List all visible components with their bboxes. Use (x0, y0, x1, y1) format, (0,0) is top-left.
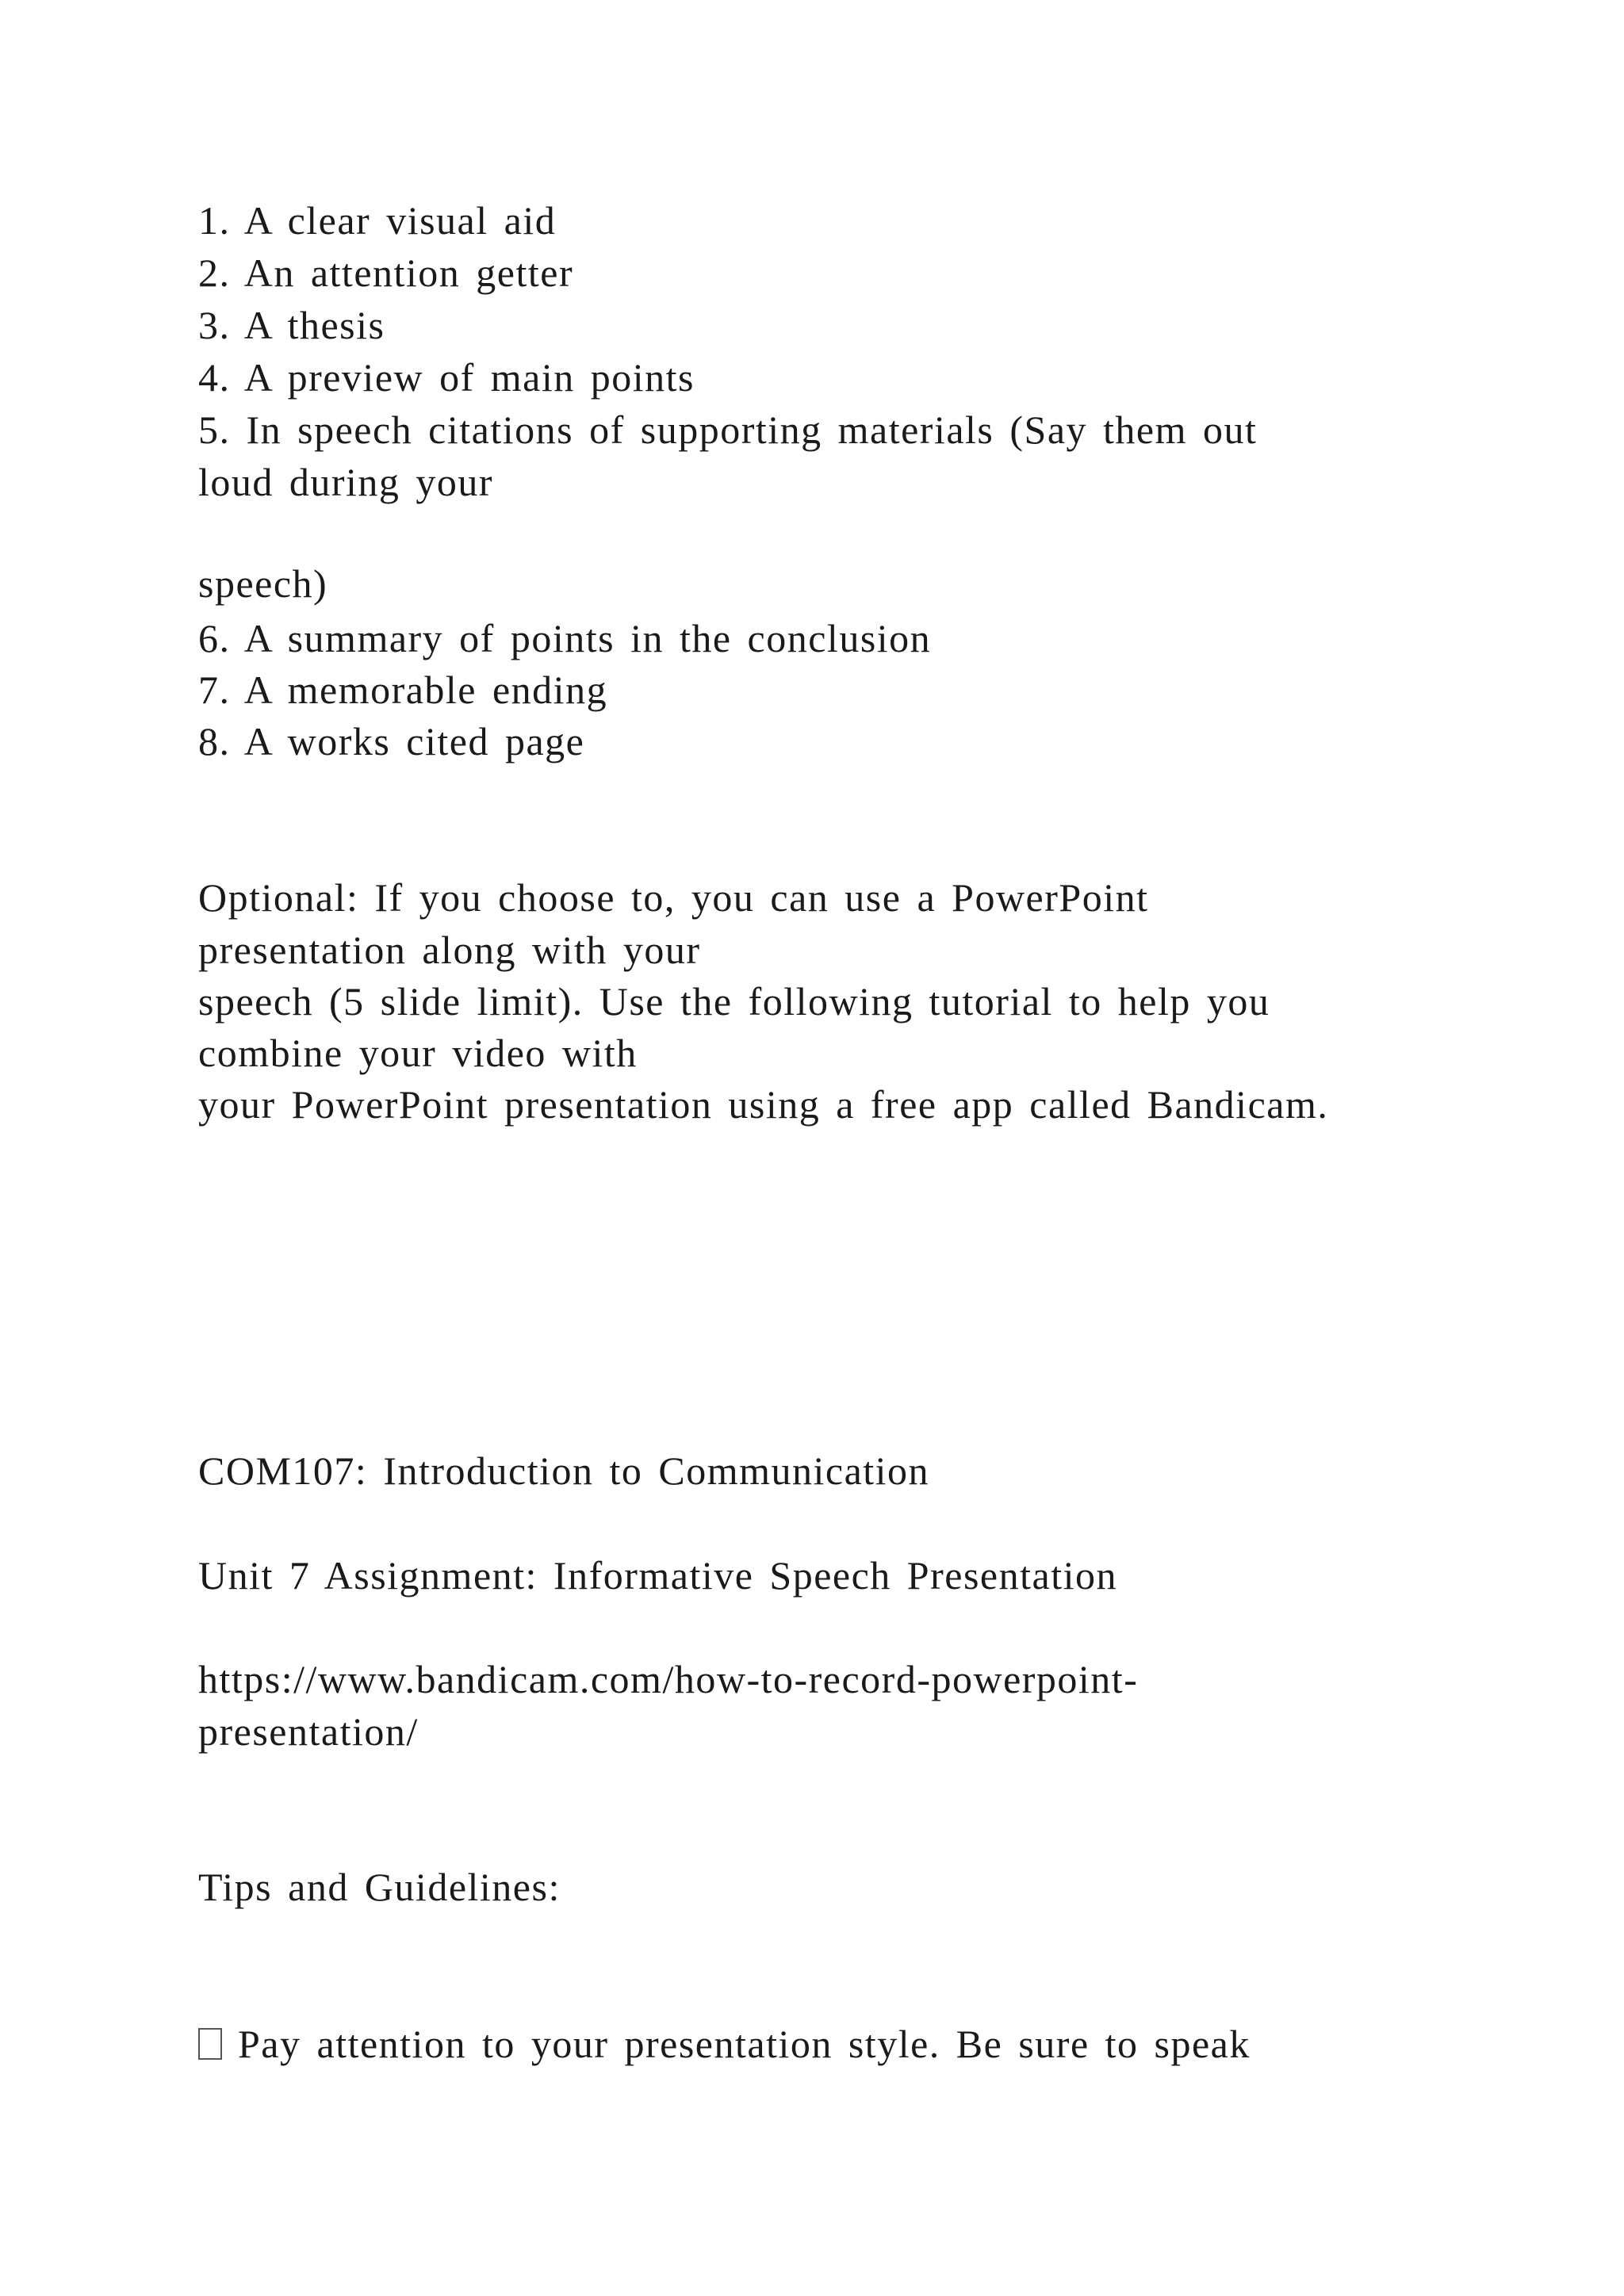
list-item-4: 4. A preview of main points (198, 355, 695, 400)
tutorial-url-line-1: https://www.bandicam.com/how-to-record-powerpoint- (198, 1657, 1139, 1701)
tips-heading: Tips and Guidelines: (198, 1865, 561, 1909)
list-item-5: 5. In speech citations of supporting materials (Say them out (198, 408, 1258, 452)
optional-paragraph-line-3: speech (5 slide limit). Use the following tutorial to help you (198, 979, 1270, 1024)
optional-paragraph-line-1: Optional: If you choose to, you can use a PowerPoint (198, 875, 1149, 920)
optional-paragraph-line-2: presentation along with your (198, 928, 701, 972)
list-item-2: 2. An attention getter (198, 251, 574, 295)
missing-glyph-bullet-icon (198, 2028, 222, 2060)
tutorial-url-line-2: presentation/ (198, 1709, 419, 1754)
assignment-title: Unit 7 Assignment: Informative Speech Presentation (198, 1553, 1117, 1598)
optional-paragraph-line-5: your PowerPoint presentation using a free app called Bandicam. (198, 1082, 1329, 1127)
list-item-1: 1. A clear visual aid (198, 198, 557, 243)
course-title: COM107: Introduction to Communication (198, 1448, 930, 1493)
list-item-7: 7. A memorable ending (198, 668, 608, 712)
optional-paragraph-line-4: combine your video with (198, 1031, 638, 1075)
list-item-5-end: speech) (198, 561, 328, 606)
list-item-3: 3. A thesis (198, 303, 385, 347)
tip-item-1 (198, 2020, 1251, 2068)
list-item-8: 8. A works cited page (198, 719, 585, 763)
tip-item-1-text: Pay attention to your presentation style. Be sure to speak (238, 2022, 1251, 2066)
list-item-6: 6. A summary of points in the conclusion (198, 616, 932, 660)
list-item-5-continued: loud during your (198, 460, 494, 504)
